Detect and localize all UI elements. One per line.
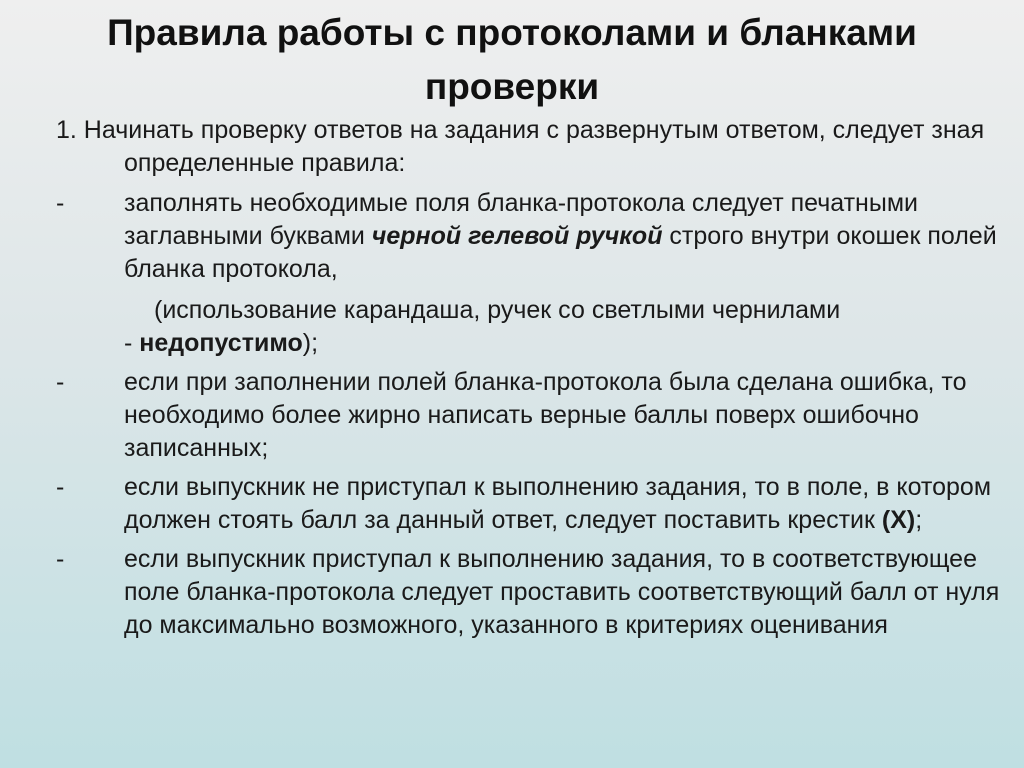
intro-paragraph: 1. Начинать проверку ответов на задания с развернутым ответом, следует зная определенные правила: — [56, 116, 985, 177]
list-item-text — [124, 187, 1006, 286]
list-item — [56, 471, 1006, 537]
note-bold: недопустимо — [139, 329, 303, 357]
list-item — [56, 543, 1006, 642]
item1-text-after: строго внутри окошек полей бланка протокола, — [124, 222, 997, 283]
item3-text-after: ; — [915, 506, 923, 534]
bullet-marker: - — [56, 545, 65, 573]
list-item — [56, 366, 1006, 465]
item1-emphasis: черной гелевой ручкой — [371, 222, 663, 250]
bullet-marker: - — [56, 368, 65, 396]
slide-title: Правила работы с протоколами и бланками проверки — [107, 12, 917, 107]
note-line1: (использование карандаша, ручек со светлыми чернилами — [154, 296, 841, 324]
list-item — [56, 187, 1006, 286]
bullet-marker: - — [56, 473, 65, 501]
item3-text-before: если выпускник не приступал к выполнению задания, то в поле, в котором должен стоять балл за данный ответ, следует поставить крестик — [124, 473, 992, 534]
list-item-text: если при заполнении полей бланка-протокола была сделана ошибка, то необходимо более жирно написать верные баллы поверх ошибочно записанных; — [124, 368, 967, 462]
note-prefix: - — [124, 329, 140, 357]
list-item-text: если выпускник приступал к выполнению задания, то в соответствующее поле бланка-протокола следует проставить соответствующий балл от нуля до максимально возможного, указанного в критериях оценивания — [124, 545, 1000, 639]
item3-bold: (Х) — [881, 506, 916, 534]
slide-body — [56, 114, 1006, 648]
list-item-text — [124, 471, 1006, 537]
item1-text-before: заполнять необходимые поля бланка-протокола следует печатными заглавными буквами — [124, 189, 918, 250]
note-suffix: ); — [302, 329, 319, 357]
bullet-marker: - — [56, 189, 65, 217]
note-paragraph — [56, 294, 1006, 360]
